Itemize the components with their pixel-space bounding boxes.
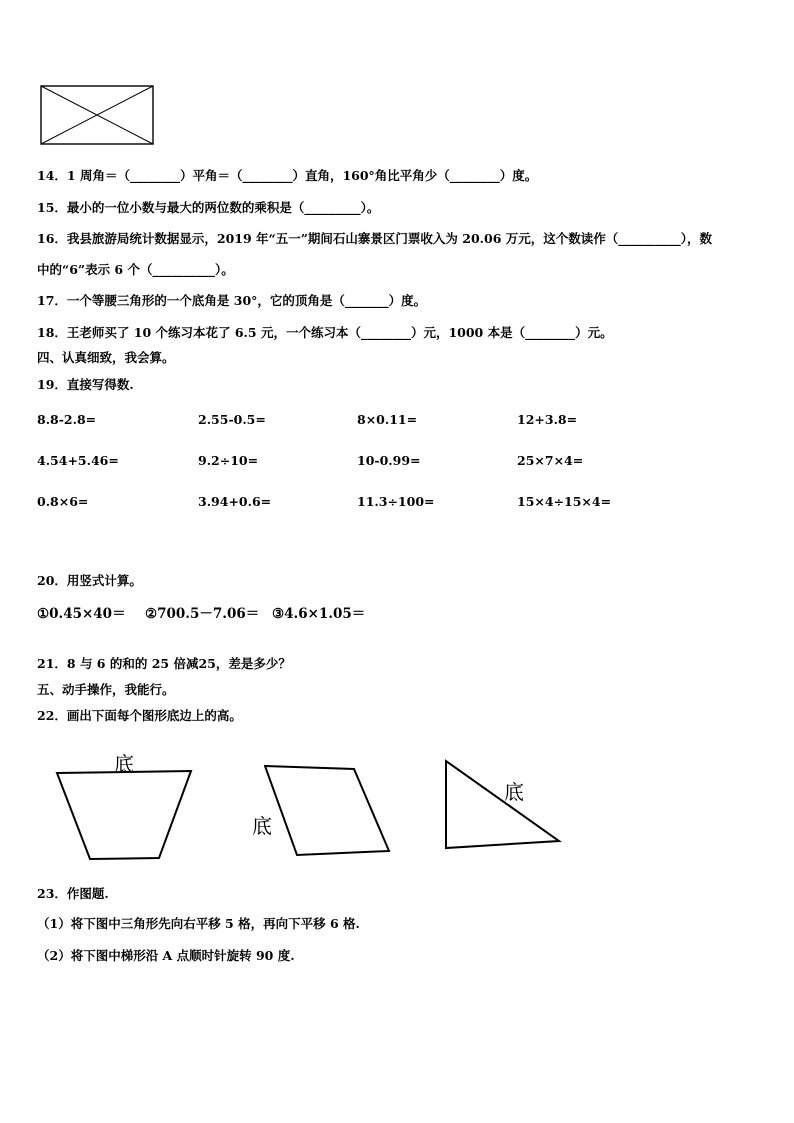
vertical-calc-item: ①0.45×40＝ <box>37 606 126 622</box>
calc-item: 9.2÷10= <box>198 453 259 468</box>
calc-item: 2.55-0.5= <box>198 412 266 427</box>
question-16-line1: 16．我县旅游局统计数据显示，2019 年“五一”期间石山寨景区门票收入为 20.06 万元，这个数读作（__________），数 <box>37 231 713 246</box>
question-20: 20．用竖式计算。 <box>37 573 142 588</box>
question-17: 17．一个等腰三角形的一个底角是 30°，它的顶角是（_______）度。 <box>37 293 427 308</box>
section-5-heading: 五、动手操作，我能行。 <box>37 682 175 697</box>
question-15: 15．最小的一位小数与最大的两位数的乘积是（_________）。 <box>37 200 380 215</box>
calc-item: 15×4÷15×4= <box>517 494 612 509</box>
calc-item: 0.8×6= <box>37 494 89 509</box>
question-23: 23．作图题. <box>37 886 109 901</box>
base-label: 底 <box>252 814 272 838</box>
vertical-calc-item: ③4.6×1.05＝ <box>272 606 366 622</box>
question-14: 14．1 周角＝（________）平角＝（________）直角，160°角比平角少（________）度。 <box>37 168 538 183</box>
vertical-calc-item: ②700.5－7.06＝ <box>145 606 260 622</box>
section-4-heading: 四、认真细致，我会算。 <box>37 350 175 365</box>
question-23-part2: （2）将下图中梯形沿 A 点顺时针旋转 90 度. <box>37 948 295 963</box>
calc-item: 8.8-2.8= <box>37 412 97 427</box>
trapezoid-figure <box>55 770 195 862</box>
calc-item: 10-0.99= <box>357 453 421 468</box>
crossed-rectangle-figure <box>40 85 156 147</box>
question-22: 22．画出下面每个图形底边上的高。 <box>37 708 242 723</box>
calc-item: 4.54+5.46= <box>37 453 119 468</box>
calc-item: 11.3÷100= <box>357 494 435 509</box>
base-label: 底 <box>504 780 524 804</box>
question-23-part1: （1）将下图中三角形先向右平移 5 格，再向下平移 6 格. <box>37 916 360 931</box>
parallelogram-figure <box>264 764 392 858</box>
question-21: 21．8 与 6 的和的 25 倍减25，差是多少？ <box>37 656 291 671</box>
calc-item: 12+3.8= <box>517 412 578 427</box>
calc-item: 3.94+0.6= <box>198 494 272 509</box>
calc-item: 25×7×4= <box>517 453 584 468</box>
question-16-line2: 中的“6”表示 6 个（__________）。 <box>37 262 234 277</box>
question-18: 18．王老师买了 10 个练习本花了 6.5 元，一个练习本（________）元，1000 本是（________）元。 <box>37 325 613 340</box>
base-label: 底 <box>114 752 134 776</box>
calc-item: 8×0.11= <box>357 412 418 427</box>
question-19: 19．直接写得数. <box>37 377 134 392</box>
triangle-figure <box>443 758 563 852</box>
